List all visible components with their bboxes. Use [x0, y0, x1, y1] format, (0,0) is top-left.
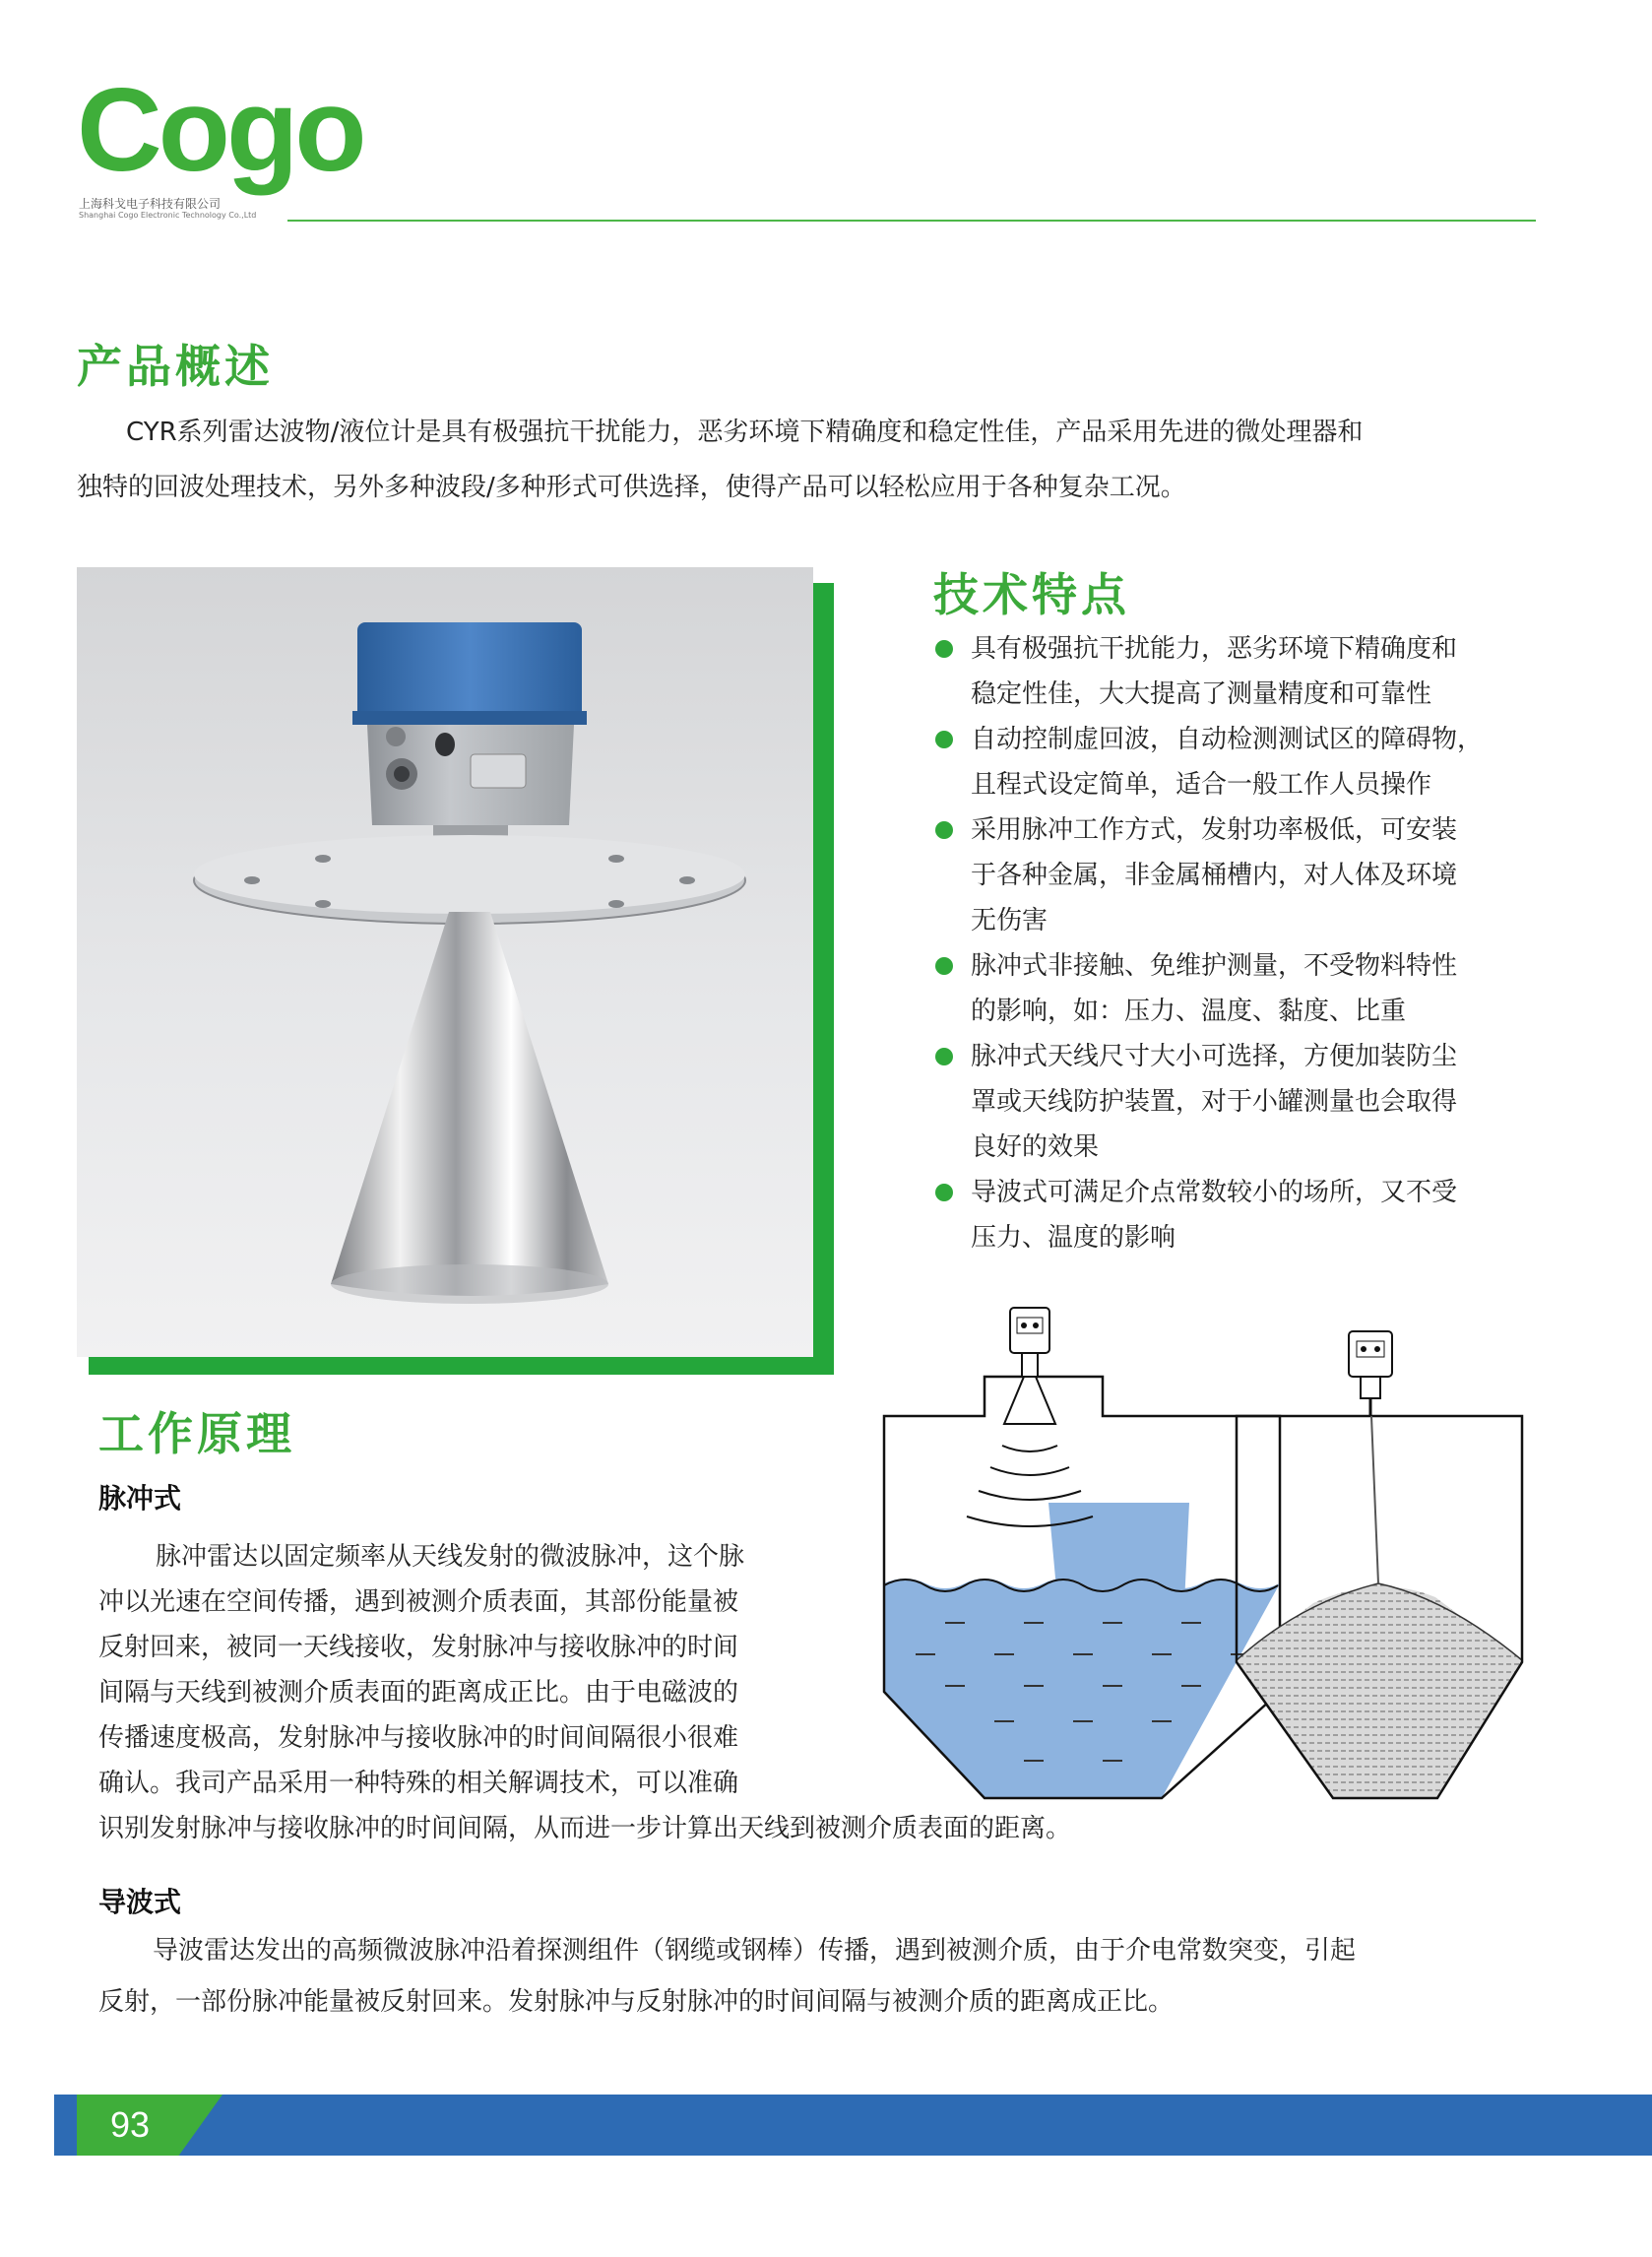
guided-line-1: 导波雷达发出的高频微波脉冲沿着探测组件（钢缆或钢棒）传播，遇到被测介质，由于介电常数突变，引起 [153, 1936, 1357, 1966]
footer-bar [54, 2095, 1652, 2156]
principle-title: 工作原理 [98, 1407, 295, 1460]
pulse-line: 脉冲雷达以固定频率从天线发射的微波脉冲，这个脉 [156, 1542, 745, 1572]
features-title: 技术特点 [933, 568, 1130, 621]
feature-item [933, 807, 1544, 943]
pulse-line: 识别发射脉冲与接收脉冲的时间间隔，从而进一步计算出天线到被测介质表面的距离。 [98, 1814, 1072, 1843]
feature-line: 导波式可满足介点常数较小的场所，又不受 [971, 1178, 1458, 1207]
feature-line: 具有极强抗干扰能力，恶劣环境下精确度和 [971, 634, 1458, 664]
overview-line-2: 独特的回波处理技术，另外多种波段/多种形式可供选择，使得产品可以轻松应用于各种复杂工况。 [77, 473, 1186, 502]
product-photo [77, 567, 813, 1357]
overview-line-1: CYR系列雷达波物/液位计是具有极强抗干扰能力，恶劣环境下精确度和稳定性佳，产品采用先进的微处理器和 [126, 418, 1364, 447]
feature-line: 于各种金属，非金属桶槽内，对人体及环境 [971, 861, 1458, 890]
feature-line: 良好的效果 [971, 1132, 1100, 1162]
guided-subtitle: 导波式 [98, 1886, 182, 1918]
pulse-line: 传播速度极高，发射脉冲与接收脉冲的时间间隔很小很难 [98, 1723, 739, 1753]
feature-list [933, 626, 1544, 1260]
tank-diagrams [876, 1298, 1536, 1800]
overview-title: 产品概述 [77, 340, 274, 393]
company-logo: Cogo [77, 64, 363, 196]
feature-line: 且程式设定简单，适合一般工作人员操作 [971, 770, 1432, 800]
guided-line-2: 反射，一部份脉冲能量被反射回来。发射脉冲与反射脉冲的时间间隔与被测介质的距离成正比。 [98, 1987, 1175, 2017]
feature-line: 自动控制虚回波，自动检测测试区的障碍物， [971, 725, 1484, 754]
feature-line: 压力、温度的影响 [971, 1223, 1176, 1253]
feature-item [933, 1170, 1544, 1260]
feature-line: 无伤害 [971, 906, 1048, 935]
pulse-line: 确认。我司产品采用一种特殊的相关解调技术，可以准确 [98, 1769, 739, 1798]
feature-item [933, 717, 1544, 807]
pulse-line: 间隔与天线到被测介质表面的距离成正比。由于电磁波的 [98, 1678, 739, 1708]
header-divider [287, 220, 1536, 222]
feature-line: 脉冲式非接触、免维护测量，不受物料特性 [971, 951, 1458, 981]
page-number: 93 [109, 2104, 151, 2145]
feature-line: 采用脉冲工作方式，发射功率极低，可安装 [971, 815, 1458, 845]
feature-item [933, 943, 1544, 1034]
feature-line: 稳定性佳，大大提高了测量精度和可靠性 [971, 679, 1432, 709]
company-name-en: Shanghai Cogo Electronic Technology Co.,Ltd [79, 211, 257, 220]
feature-item [933, 1034, 1544, 1170]
company-name-cn: 上海科戈电子科技有限公司 [79, 197, 222, 211]
feature-item [933, 626, 1544, 717]
pulse-radar-tank [884, 1308, 1280, 1798]
feature-line: 罩或天线防护装置，对于小罐测量也会取得 [971, 1087, 1458, 1117]
pulse-subtitle: 脉冲式 [98, 1482, 182, 1515]
radar-level-meter-illustration [77, 567, 813, 1357]
feature-line: 脉冲式天线尺寸大小可选择，方便加装防尘 [971, 1042, 1458, 1071]
feature-line: 的影响，如：压力、温度、黏度、比重 [971, 997, 1407, 1026]
pulse-line: 冲以光速在空间传播，遇到被测介质表面，其部份能量被 [98, 1587, 739, 1617]
pulse-line: 反射回来，被同一天线接收，发射脉冲与接收脉冲的时间 [98, 1633, 739, 1662]
